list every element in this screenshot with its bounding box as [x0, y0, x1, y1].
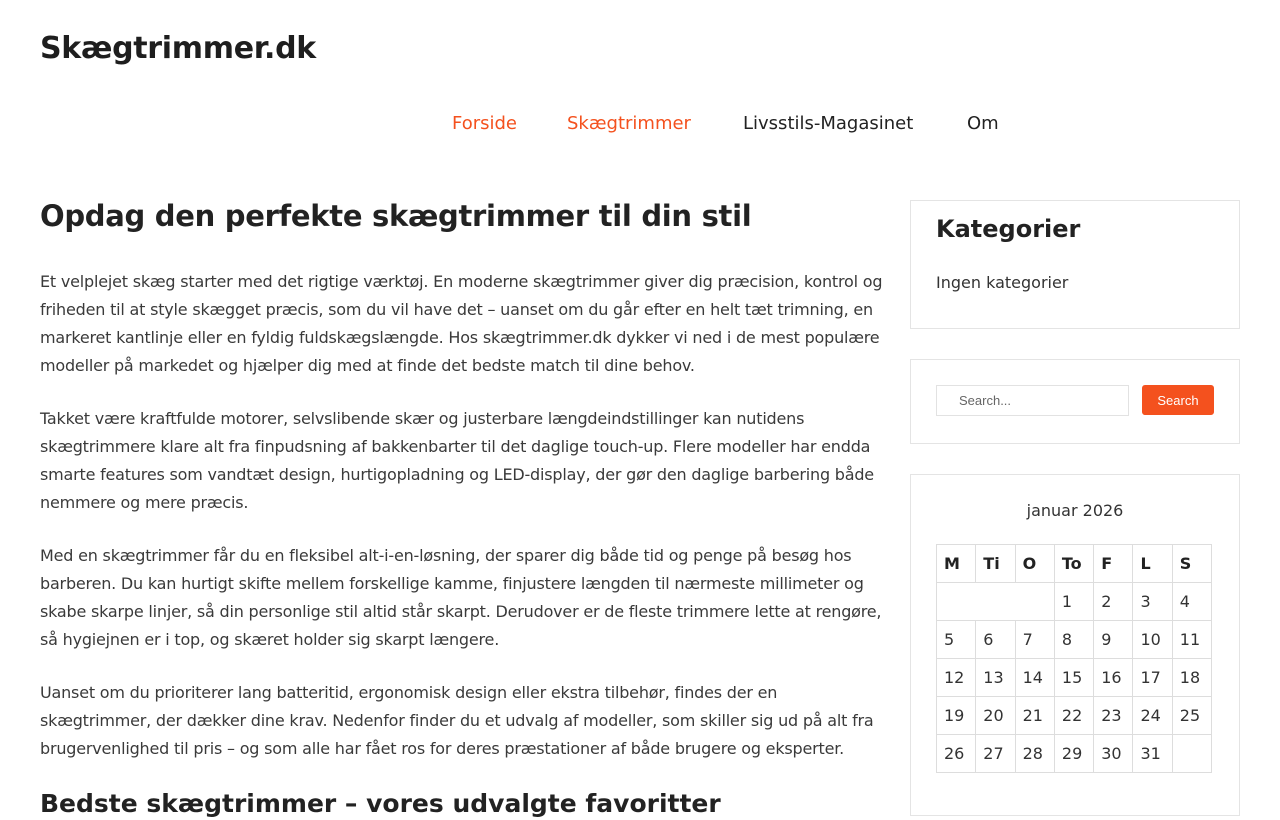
categories-empty-text: Ingen kategorier — [936, 273, 1069, 292]
calendar-day: 23 — [1094, 697, 1133, 735]
calendar-weekday: M — [937, 545, 976, 583]
calendar-day: 4 — [1172, 583, 1211, 621]
calendar-week-row — [937, 735, 1212, 773]
calendar-day: 31 — [1133, 735, 1172, 773]
calendar-day: 19 — [937, 697, 976, 735]
nav-item-forside[interactable]: Forside — [452, 113, 518, 134]
calendar-day: 7 — [1015, 621, 1054, 659]
calendar-day: 13 — [976, 659, 1015, 697]
calendar-day: 16 — [1094, 659, 1133, 697]
calendar-day: 14 — [1015, 659, 1054, 697]
calendar-day: 9 — [1094, 621, 1133, 659]
categories-widget — [910, 200, 1240, 329]
calendar-weekday: L — [1133, 545, 1172, 583]
calendar-week-row — [937, 583, 1212, 621]
nav-item-livsstils-magasinet[interactable]: Livsstils-Magasinet — [743, 113, 914, 134]
calendar-day: 21 — [1015, 697, 1054, 735]
calendar-day: 20 — [976, 697, 1015, 735]
calendar-widget — [910, 474, 1240, 816]
main-nav — [0, 113, 1280, 137]
article-subheading: Bedste skægtrimmer – vores udvalgte favoritter — [40, 789, 721, 818]
calendar-day: 15 — [1054, 659, 1093, 697]
calendar-weekday: S — [1172, 545, 1211, 583]
calendar-day: 12 — [937, 659, 976, 697]
calendar-weekday: To — [1054, 545, 1093, 583]
calendar-day: 1 — [1054, 583, 1093, 621]
calendar-day: 3 — [1133, 583, 1172, 621]
calendar-day: 22 — [1054, 697, 1093, 735]
calendar-day: 30 — [1094, 735, 1133, 773]
site-title[interactable]: Skægtrimmer.dk — [40, 31, 316, 66]
article-paragraph: Takket være kraftfulde motorer, selvslibende skær og justerbare længdeindstillinger kan nutidens skægtrimmere klare alt fra finpudsning af bakkenbarter til det daglige touch-up. Flere modeller har endda smarte features som vandtæt design, hurtigopladning og LED-display, der gør den daglige barbering både nemmere og mere præcis. — [40, 409, 874, 512]
search-input[interactable] — [936, 385, 1129, 416]
article-paragraph: Uanset om du prioriterer lang batteritid, ergonomisk design eller ekstra tilbehør, findes der en skægtrimmer, der dækker dine krav. Nedenfor finder du et udvalg af modeller, som skiller sig ud på alt fra brugervenlighed til pris – og som alle har fået ros for deres præstationer af både brugere og eksperter. — [40, 683, 874, 758]
calendar-weekday: Ti — [976, 545, 1015, 583]
calendar-weekday: O — [1015, 545, 1054, 583]
calendar-day: 11 — [1172, 621, 1211, 659]
categories-title: Kategorier — [936, 215, 1081, 243]
calendar-day: 8 — [1054, 621, 1093, 659]
calendar-day: 27 — [976, 735, 1015, 773]
calendar-day: 26 — [937, 735, 976, 773]
article-title: Opdag den perfekte skægtrimmer til din stil — [40, 199, 752, 233]
calendar-weekday: F — [1094, 545, 1133, 583]
calendar-day: 5 — [937, 621, 976, 659]
calendar-table — [936, 544, 1212, 773]
calendar-week-row — [937, 621, 1212, 659]
calendar-day: 25 — [1172, 697, 1211, 735]
calendar-day: 17 — [1133, 659, 1172, 697]
calendar-day: 29 — [1054, 735, 1093, 773]
calendar-empty-cell — [1172, 735, 1211, 773]
calendar-day: 10 — [1133, 621, 1172, 659]
calendar-day: 6 — [976, 621, 1015, 659]
calendar-week-row — [937, 659, 1212, 697]
calendar-weekday-row — [937, 545, 1212, 583]
nav-item-om[interactable]: Om — [967, 113, 999, 134]
calendar-week-row — [937, 697, 1212, 735]
search-widget — [910, 359, 1240, 444]
calendar-caption: januar 2026 — [1026, 501, 1124, 520]
nav-item-skaegtrimmer[interactable]: Skægtrimmer — [567, 113, 691, 134]
calendar-day: 28 — [1015, 735, 1054, 773]
article-paragraph: Et velplejet skæg starter med det rigtige værktøj. En moderne skægtrimmer giver dig præcision, kontrol og friheden til at style skægget præcis, som du vil have det – uanset om du går efter en helt tæt trimning, en markeret kantlinje eller en fyldig fuldskægslængde. Hos skægtrimmer.dk dykker vi ned i de mest populære modeller på markedet og hjælper dig med at finde det bedste match til dine behov. — [40, 272, 883, 375]
calendar-day: 2 — [1094, 583, 1133, 621]
article-content — [40, 196, 892, 820]
calendar-day: 24 — [1133, 697, 1172, 735]
article-paragraph: Med en skægtrimmer får du en fleksibel alt-i-en-løsning, der sparer dig både tid og penge på besøg hos barberen. Du kan hurtigt skifte mellem forskellige kamme, finjustere længden til nærmeste millimeter og skabe skarpe linjer, så din personlige stil altid står skarpt. Derudover er de fleste trimmere lette at rengøre, så hygiejnen er i top, og skæret holder sig skarpt længere. — [40, 546, 882, 649]
calendar-day: 18 — [1172, 659, 1211, 697]
calendar-empty-cell — [937, 583, 1055, 621]
search-button[interactable]: Search — [1142, 385, 1214, 415]
